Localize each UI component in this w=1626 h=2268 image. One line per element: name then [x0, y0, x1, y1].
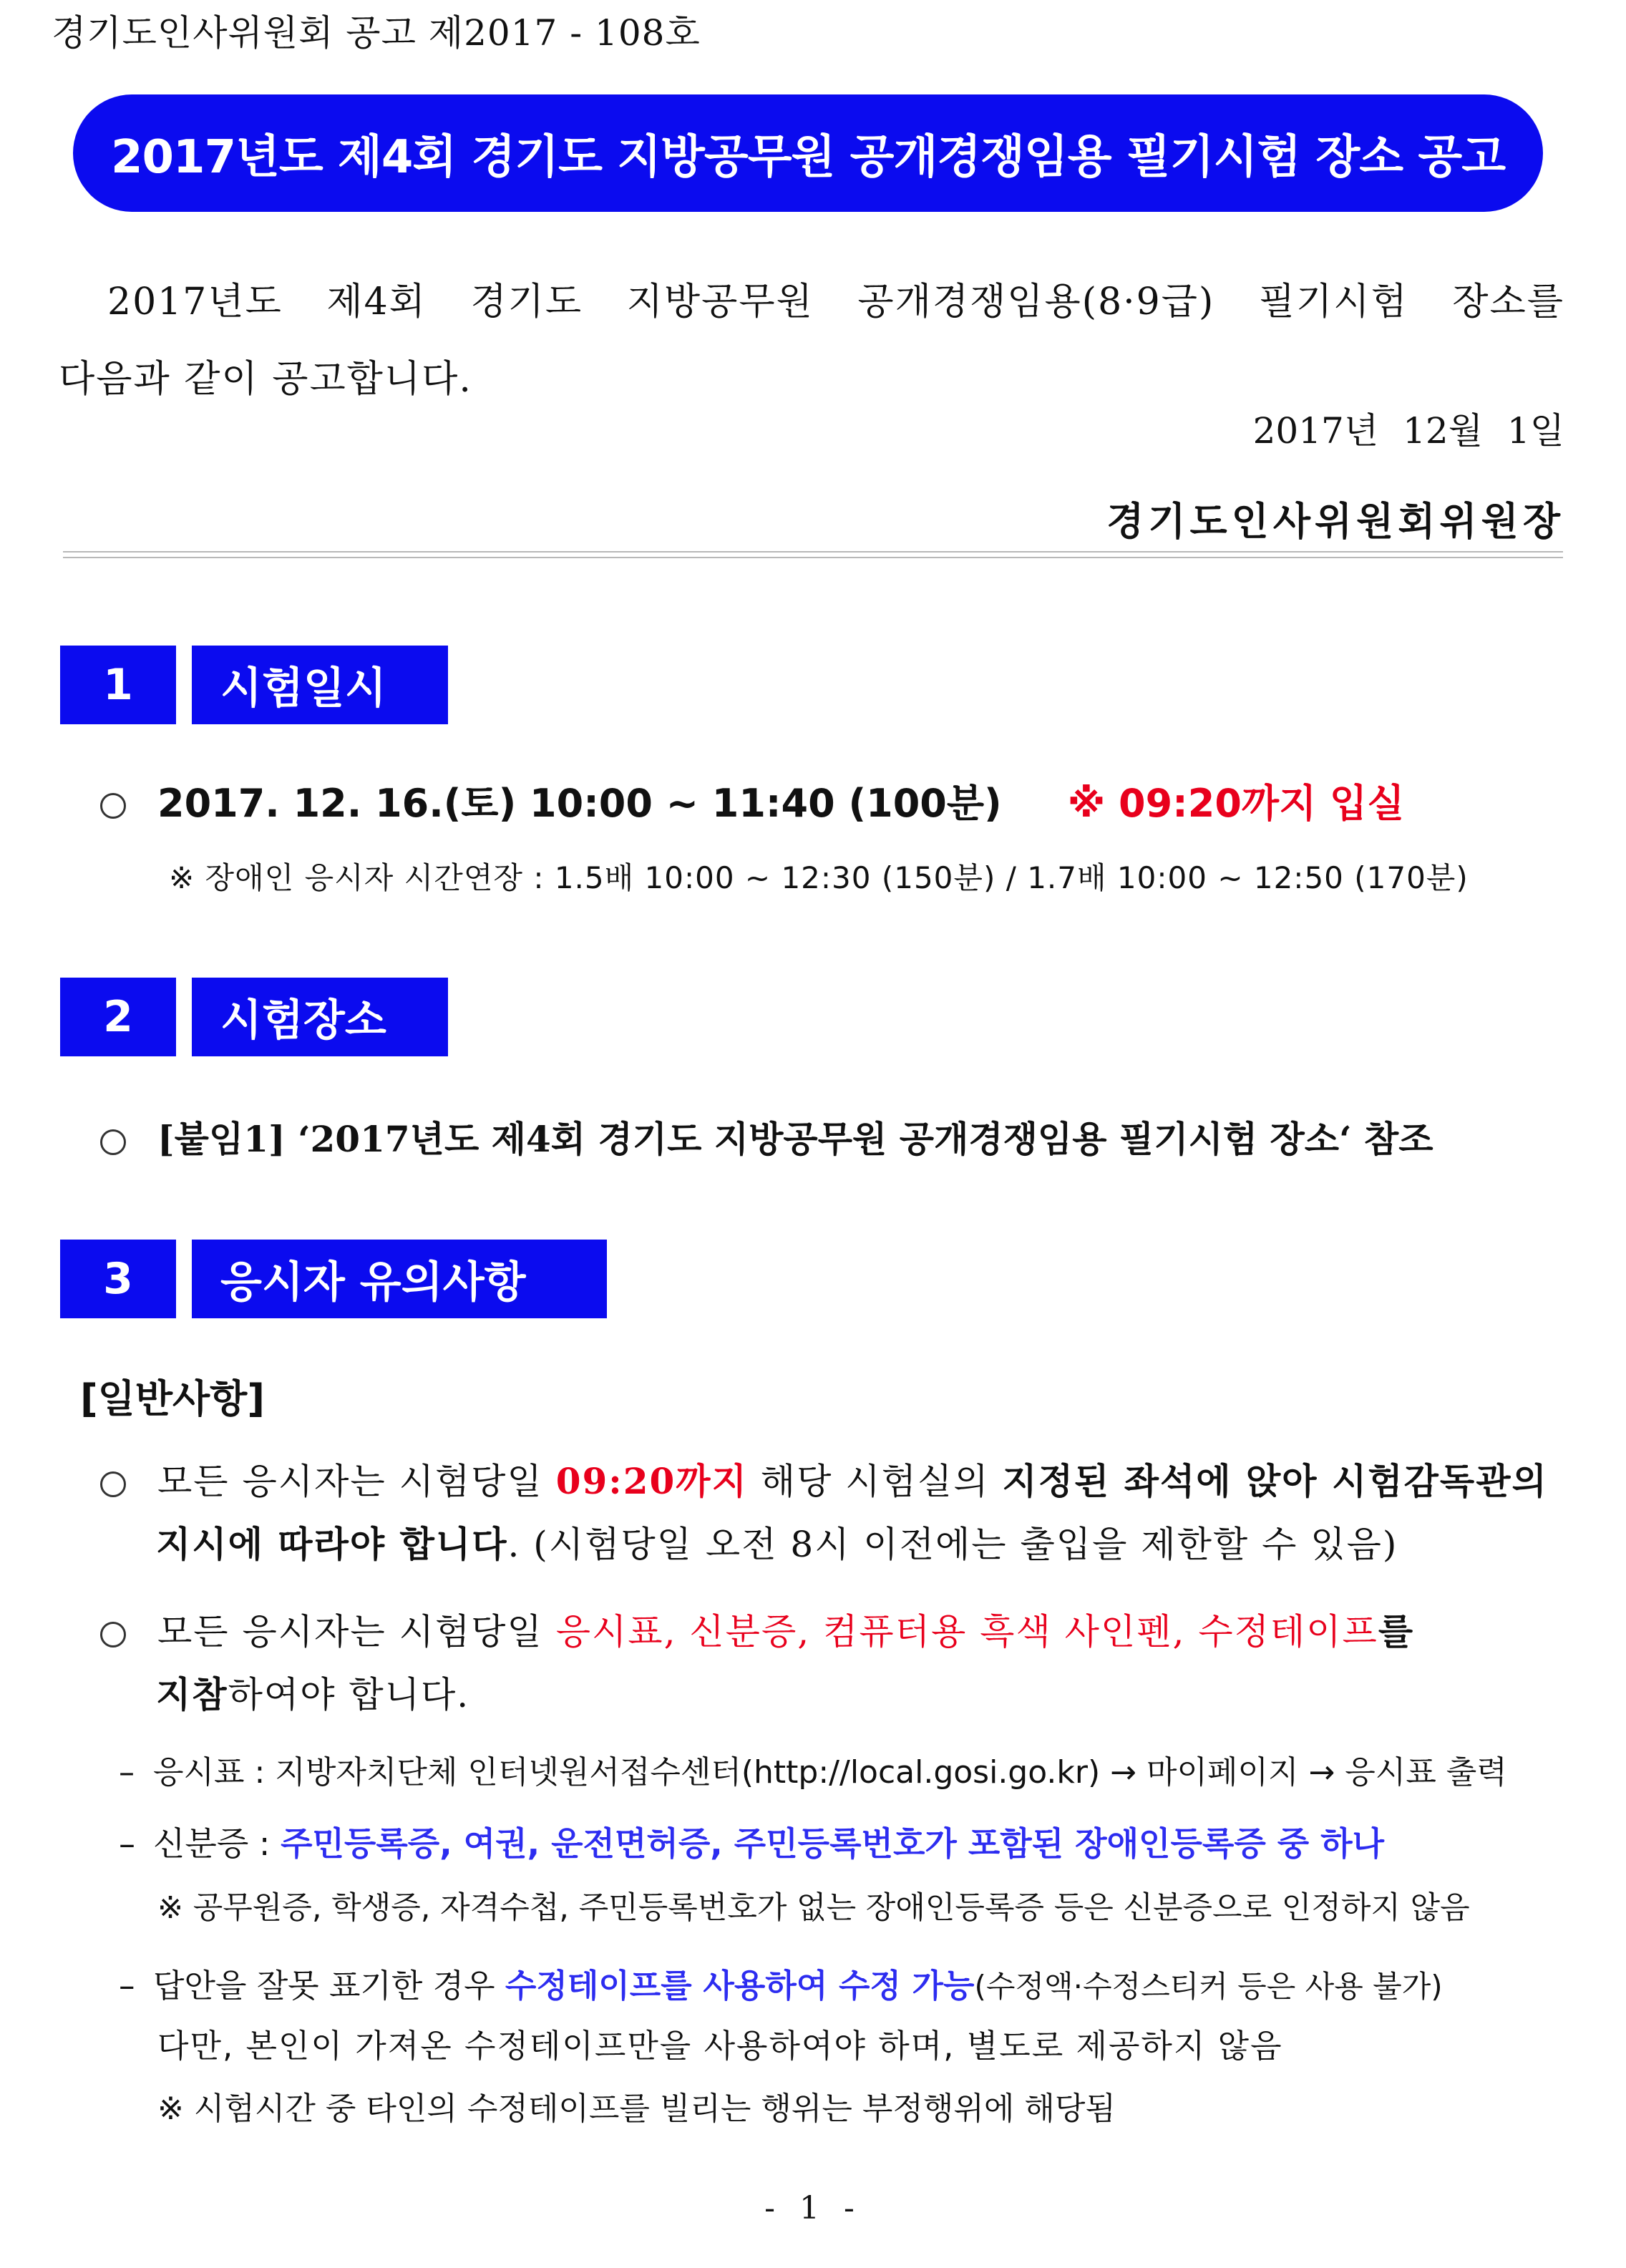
correction-line-2: 다만, 본인이 가져온 수정테이프만을 사용하여야 하며, 별도로 제공하지 않음	[157, 2027, 1283, 2065]
correction-text: 답안을 잘못 표기한 경우	[153, 1967, 505, 2005]
notice-item-2-line-1	[100, 1603, 1414, 1655]
id-card-note: ※ 공무원증, 학생증, 자격수첩, 주민등록번호가 없는 장애인등록증 등은 신분증으로 인정하지 않음	[157, 1890, 1470, 1926]
entry-deadline-note: ※ 09:20까지 입실	[1067, 781, 1405, 826]
exam-location-line	[100, 1111, 1433, 1162]
section-1-title: 시험일시	[192, 646, 448, 724]
intro-line-1: 2017년도 제4회 경기도 지방공무원 공개경쟁임용(8·9급) 필기시험 장소를	[107, 281, 1564, 323]
notice-item-2-line-2	[156, 1666, 469, 1718]
page-title: 2017년도 제4회 경기도 지방공무원 공개경쟁임용 필기시험 장소 공고	[110, 131, 1506, 184]
section-2-title: 시험장소	[192, 978, 448, 1056]
circle-bullet-icon	[100, 793, 126, 819]
admission-ticket-text: 응시표 : 지방자치단체 인터넷원서접수센터(http://local.gosi.go.kr) → 마이페이지 → 응시표 출력	[153, 1754, 1507, 1791]
circle-bullet-icon	[100, 1471, 126, 1497]
correction-allowed: 수정테이프를 사용하여 수정 가능	[505, 1967, 975, 2005]
section-3-title: 응시자 유의사항	[192, 1240, 607, 1318]
circle-bullet-icon	[100, 1622, 126, 1648]
item-2-particle: 를	[1378, 1610, 1415, 1653]
divider	[63, 551, 1563, 558]
intro-line-2: 다음과 같이 공고합니다.	[59, 358, 472, 401]
dash-bullet: –	[119, 1967, 135, 2005]
id-card-accepted: 주민등록증, 여권, 운전면허증, 주민등록번호가 포함된 장애인등록증 중 하나	[281, 1824, 1385, 1863]
dash-bullet: –	[119, 1754, 135, 1791]
item-2-ending: 하여야 합니다.	[228, 1674, 470, 1715]
dash-item-correction	[119, 1960, 1443, 2006]
circle-bullet-icon	[100, 1129, 126, 1155]
id-card-label: 신분증 :	[153, 1824, 281, 1863]
item-1-restriction: . (시험당일 오전 8시 이전에는 출입을 제한할 수 있음)	[507, 1524, 1398, 1565]
notice-item-1-line-2	[156, 1516, 1398, 1567]
page-number: - 1 -	[764, 2190, 862, 2226]
exam-datetime: 2017. 12. 16.(토) 10:00 ~ 11:40 (100분)	[157, 781, 1002, 826]
general-items-heading: [일반사항]	[80, 1376, 266, 1421]
exam-datetime-line	[100, 773, 1404, 828]
item-1-text: 모든 응시자는 시험당일	[157, 1461, 556, 1502]
item-1-time: 09:20까지	[555, 1460, 748, 1502]
section-1-number: 1	[60, 646, 176, 724]
correction-restriction: (수정액·수정스티커 등은 사용 불가)	[974, 1969, 1443, 2004]
item-2-bring: 지참	[156, 1673, 228, 1715]
title-banner	[73, 94, 1543, 212]
notice-number: 경기도인사위원회 공고 제2017 - 108호	[52, 12, 701, 54]
section-3-number: 3	[60, 1240, 176, 1318]
time-extension-note: ※ 장애인 응시자 시간연장 : 1.5배 10:00 ~ 12:30 (150분) / 1.7배 10:00 ~ 12:50 (170분)	[169, 860, 1469, 895]
exam-location-reference: [붙임1] ‘2017년도 제4회 경기도 지방공무원 공개경쟁임용 필기시험 장소‘ 참조	[157, 1118, 1433, 1160]
dash-item-admission-ticket	[119, 1746, 1507, 1792]
correction-note: ※ 시험시간 중 타인의 수정테이프를 빌리는 행위는 부정행위에 해당됨	[157, 2091, 1116, 2127]
item-1-emphasis-2: 지시에 따라야 합니다	[156, 1523, 508, 1565]
item-1-text-2: 해당 시험실의	[747, 1461, 1003, 1502]
notice-date: 2017년 12월 1일	[1252, 410, 1564, 452]
signer: 경기도인사위원회위원장	[1106, 498, 1564, 544]
item-1-emphasis: 지정된 좌석에 앉아 시험감독관의	[1002, 1460, 1548, 1502]
notice-item-1-line-1	[100, 1453, 1548, 1504]
dash-item-id-card	[119, 1818, 1384, 1865]
intro-paragraph	[59, 263, 1564, 418]
dash-bullet: –	[119, 1824, 135, 1863]
section-2-number: 2	[60, 978, 176, 1056]
item-2-text: 모든 응시자는 시험당일	[157, 1611, 556, 1653]
item-2-required-items: 응시표, 신분증, 컴퓨터용 흑색 사인펜, 수정테이프	[555, 1611, 1378, 1653]
